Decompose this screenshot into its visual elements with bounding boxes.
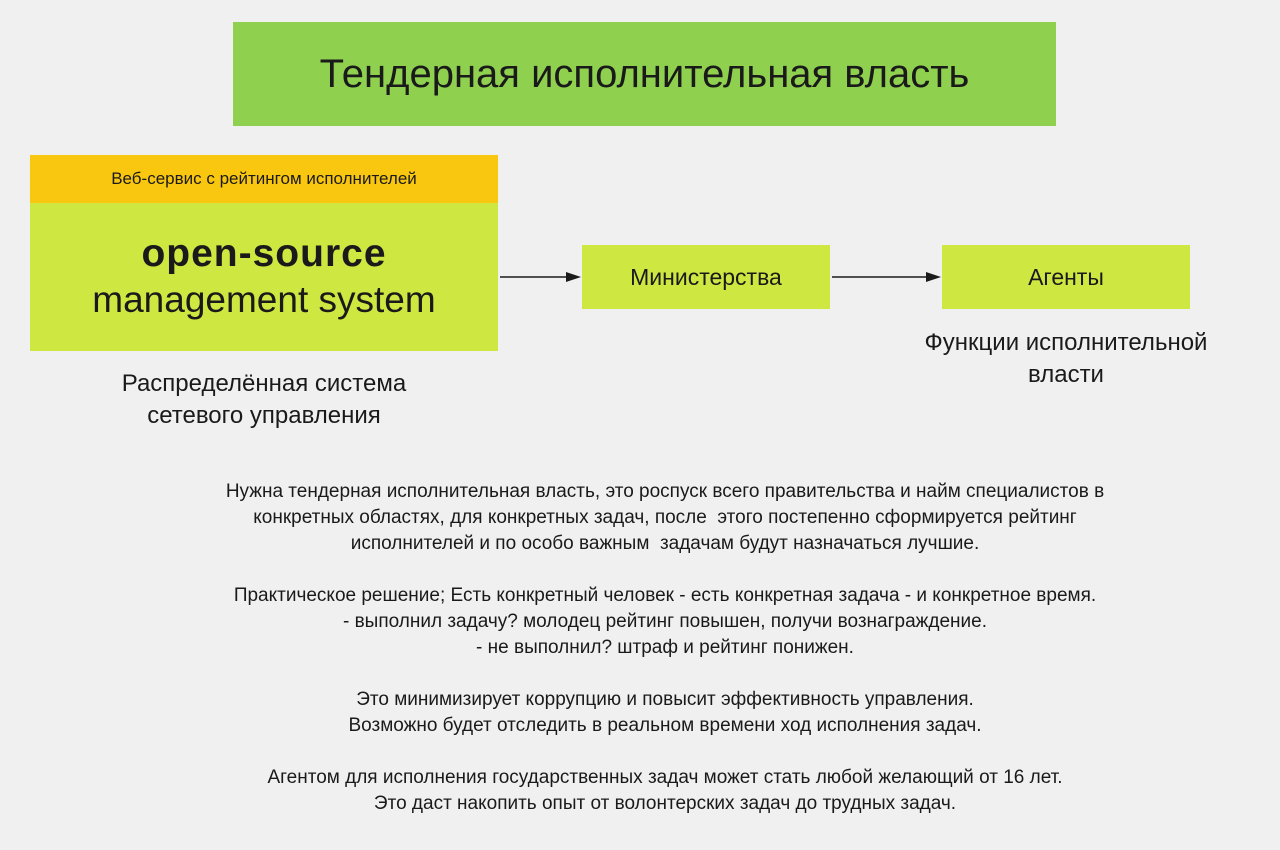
text-line: исполнителей и по особо важным задачам будут назначаться лучшие. [350,533,980,554]
oss-header-band [30,155,498,203]
node-agents-label: Агенты [1028,263,1104,290]
paragraph-agents [80,765,1250,817]
oss-caption-line-1: Распределённая система [121,370,407,397]
arrow-ministries-to-agents [832,272,941,282]
diagram-title-text: Тендерная исполнительная власть [319,51,970,96]
text-line: - выполнил задачу? молодец рейтинг повышен, получи вознаграждение. [342,611,987,632]
paragraph-practical-solution [80,583,1250,661]
text-line: Это минимизирует коррупцию и повысит эффективность управления. [356,689,974,710]
oss-node [30,203,498,351]
functions-caption-line-2: власти [1028,361,1104,388]
text-line: Возможно будет отследить в реальном времени ход исполнения задач. [348,715,982,736]
oss-caption [30,368,498,432]
text-line: конкретных областях, для конкретных задач, после этого постепенно сформируется рейтинг [253,507,1077,528]
oss-caption-line-2: сетевого управления [147,402,381,429]
node-ministries [582,245,830,309]
text-line: Практическое решение; Есть конкретный человек - есть конкретная задача - и конкретное время. [233,585,1097,606]
paragraph-benefits [80,687,1250,739]
oss-line-management-system: management system [92,279,436,320]
text-line: Нужна тендерная исполнительная власть, это роспуск всего правительства и найм специалистов в [225,481,1105,502]
oss-line-open-source: open-source [141,232,387,275]
functions-caption [870,327,1262,391]
functions-caption-line-1: Функции исполнительной [924,329,1208,356]
description-text [80,479,1250,817]
paragraph-tender-proposal [80,479,1250,557]
oss-header-text: Веб-сервис с рейтингом исполнителей [111,169,417,188]
text-line: - не выполнил? штраф и рейтинг понижен. [476,637,854,658]
arrow-oss-to-ministries [500,272,581,282]
node-ministries-label: Министерства [630,263,782,290]
text-line: Это даст накопить опыт от волонтерских задач до трудных задач. [373,793,957,814]
text-line: Агентом для исполнения государственных задач может стать любой желающий от 16 лет. [267,767,1063,788]
diagram-title [233,22,1056,126]
node-agents [942,245,1190,309]
